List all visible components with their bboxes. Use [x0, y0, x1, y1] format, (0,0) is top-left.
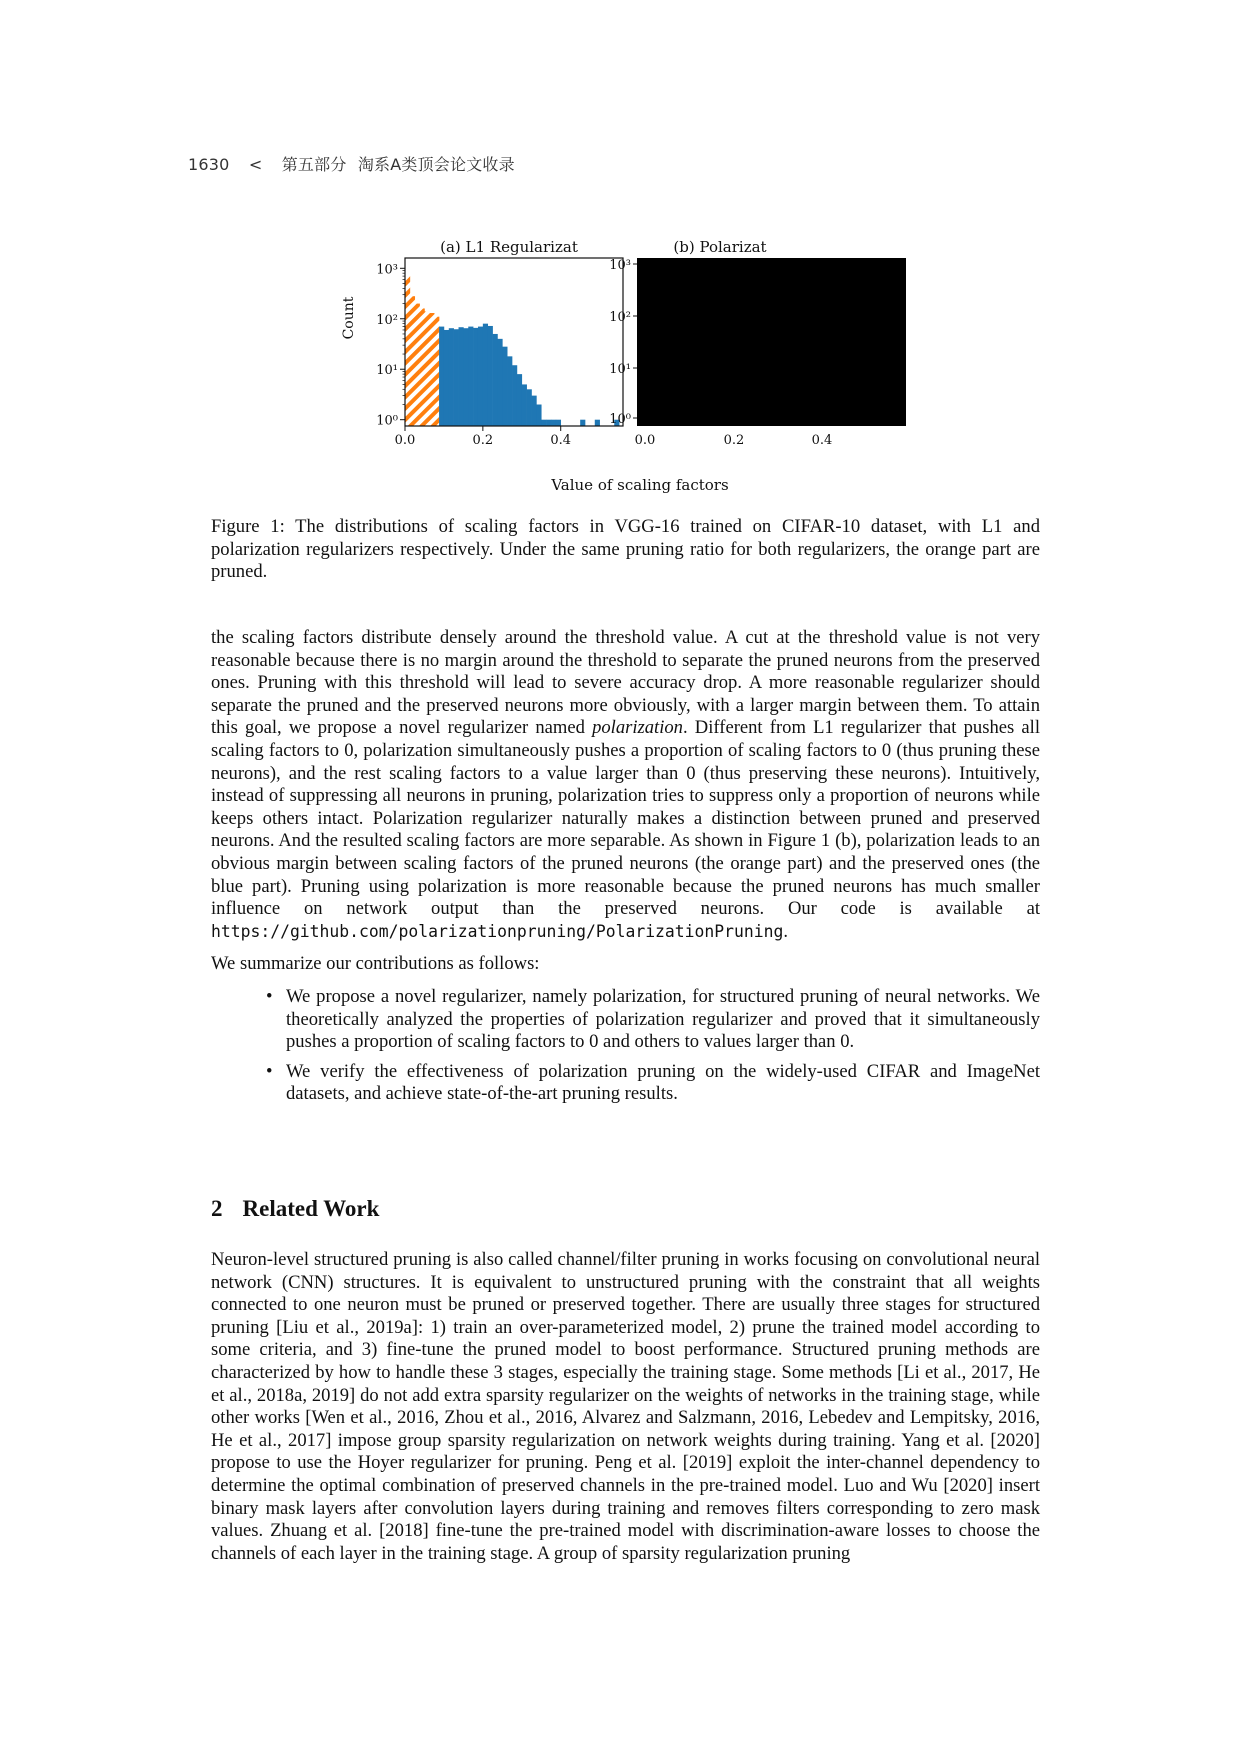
panel-a-title: (a) L1 Regularizat [440, 238, 578, 256]
x-tick-label: 0.2 [723, 433, 745, 448]
contributions-list [211, 986, 1040, 1106]
panel-b-plot-area [637, 258, 906, 426]
preserved-bar [536, 405, 541, 426]
preserved-bar [493, 334, 498, 426]
preserved-bar [527, 389, 532, 426]
preserved-bar [517, 374, 522, 426]
y-tick-label: 10¹ [376, 363, 398, 379]
pruned-bar [415, 304, 420, 426]
preserved-bar [532, 396, 537, 426]
list-item [211, 1061, 1040, 1106]
section-title: Related Work [242, 1196, 380, 1221]
paragraph-related-work: Neuron-level structured pruning is also called channel/filter pruning in works focusing on convolutional neural network (CNN) structures. It is equivalent to unstructured pruning with the constraint that all weights connected to one neuron must be pruned or preserved together. There are usually three stages for structured pruning [Liu et al., 2019a]: 1) train an over-parameterized model, 2) prune the trained model according to some criteria, and 3) fine-tune the pruned model to boost performance. Structured pruning methods are characterized by how to handle these 3 stages, especially the training stage. Some methods [Li et al., 2017, He et al., 2018a, 2019] do not add extra sparsity regularizer on the weights of networks in the training stage, while other works [Wen et al., 2016, Zhou et al., 2016, Alvarez and Salzmann, 2016, Lebedev and Lempitsky, 2016, He et al., 2017] impose group sparsity regularization on network weights during training. Yang et al. [2020] propose to use the Hoyer regularizer for pruning. Peng et al. [2019] exploit the inter-channel dependency to determine the optimal combination of preserved channels in the pre-trained model. Luo and Wu [2020] insert binary mask layers after convolution layers during training and removes filters corresponding to zero mask values. Zhuang et al. [2018] fine-tune the pre-trained model with discrimination-aware losses to choose the channels of each layer in the training stage. A group of sparsity regularization pruning [211, 1249, 1040, 1564]
paragraph-summary: We summarize our contributions as follows: [211, 953, 540, 975]
y-tick-label: 10³ [376, 262, 398, 278]
paragraph-intro [211, 627, 1040, 943]
preserved-bar [595, 420, 600, 426]
preserved-bar [497, 339, 502, 426]
y-tick-label: 10⁰ [609, 412, 631, 427]
paragraph-intro-end: . [783, 920, 788, 942]
paragraph-intro-part-b: . Different from L1 regularizer that pushes all scaling factors to 0, polarization simultaneously pushes a proportion of scaling factors to 0 (thus pruning these neurons), and the rest scaling factors to a value larger than 0 (thus preserving these neurons). Intuitively, instead of suppressing all neurons in pruning, polarization tries to suppress only a proportion of neurons while keeps others intact. Polarization regularizer naturally makes a distinction between pruned and preserved neurons. And the resulted scaling factors are more separable. As shown in Figure 1 (b), polarization leads to an obvious margin between scaling factors of the pruned neurons (the orange part) and the preserved ones (the blue part). Pruning using polarization is more reasonable because the pruned neurons has much smaller influence on network output than the preserved neurons. Our code is available at [211, 717, 1040, 920]
preserved-bar [522, 384, 527, 426]
preserved-bar [512, 365, 517, 426]
y-tick-label: 10¹ [609, 362, 631, 377]
y-tick-label: 10⁰ [376, 413, 398, 429]
pruned-bar [405, 276, 410, 426]
x-tick-label: 0.2 [472, 433, 494, 448]
preserved-bar [454, 329, 459, 426]
y-tick-label: 10³ [609, 258, 631, 273]
figure-1-svg [300, 228, 940, 508]
term-polarization: polarization [592, 717, 683, 739]
header-part: 第五部分 [281, 155, 347, 174]
pruned-bar [424, 311, 429, 426]
contribution-text: We verify the effectiveness of polarization pruning on the widely-used CIFAR and ImageNet datasets, and achieve state-of-the-art pruning results. [286, 1060, 1040, 1105]
preserved-bar [488, 326, 493, 426]
preserved-bar [478, 327, 483, 426]
preserved-bar [468, 327, 473, 426]
pruned-bar [429, 313, 434, 426]
code-url-link[interactable]: https://github.com/polarizationpruning/PolarizationPruning [211, 921, 784, 941]
pruned-bar [410, 296, 415, 426]
preserved-bar [463, 328, 468, 426]
header-separator: < [248, 155, 263, 174]
x-axis-label: Value of scaling factors [551, 476, 729, 494]
y-tick-label: 10² [376, 312, 398, 328]
preserved-bar [551, 420, 556, 426]
preserved-bar [507, 356, 512, 426]
list-item [211, 986, 1040, 1054]
paragraph-intro-part-a: the scaling factors distribute densely around the threshold value. A cut at the threshold value is not very reasonable because there is no margin around the threshold to separate the pruned neurons from the preserved ones. Pruning with this threshold will lead to severe accuracy drop. A more reasonable regularizer should separate the pruned and the preserved neurons more obviously, with a larger margin between them. To attain this goal, we propose a novel regularizer named [211, 627, 1040, 739]
x-tick-label: 0.0 [394, 433, 416, 448]
preserved-bar [502, 347, 507, 426]
pruned-bar [420, 308, 425, 426]
x-tick-label: 0.0 [634, 433, 656, 448]
panel-b [609, 238, 906, 448]
bullet-icon: • [266, 985, 273, 1007]
preserved-bar [483, 324, 488, 426]
section-number: 2 [211, 1196, 223, 1221]
preserved-bar [580, 420, 585, 426]
figure-1 [300, 228, 940, 508]
contribution-text: We propose a novel regularizer, namely polarization, for structured pruning of neural networks. We theoretically analyzed the properties of polarization regularizer and proved that it simultaneously pushes a proportion of scaling factors to 0 and others to values larger than 0. [286, 985, 1040, 1053]
panel-b-title: (b) Polarizat [673, 238, 767, 256]
y-axis-label: Count [341, 296, 357, 340]
body-text [211, 627, 1040, 1113]
preserved-bar [556, 420, 561, 426]
section-heading [211, 1196, 379, 1222]
preserved-bar [459, 327, 464, 426]
preserved-bar [473, 328, 478, 426]
y-tick-label: 10² [609, 310, 631, 325]
x-tick-label: 0.4 [550, 433, 572, 448]
preserved-bar [546, 420, 551, 426]
page-number: 1630 [188, 155, 230, 174]
preserved-bar [439, 327, 444, 426]
header-collection: 淘系A类顶会论文收录 [357, 155, 515, 174]
figure-caption: Figure 1: The distributions of scaling factors in VGG-16 trained on CIFAR-10 dataset, with L1 and polarization regularizers respectively. Under the same pruning ratio for both regularizers, the orange part are pruned. [211, 516, 1040, 583]
running-header [188, 152, 529, 175]
pruned-bar [434, 317, 439, 426]
panel-a [376, 238, 623, 448]
preserved-bar [444, 330, 449, 426]
preserved-bar [449, 328, 454, 426]
bullet-icon: • [266, 1060, 273, 1082]
x-tick-label: 0.4 [811, 433, 833, 448]
preserved-bar [541, 420, 546, 426]
